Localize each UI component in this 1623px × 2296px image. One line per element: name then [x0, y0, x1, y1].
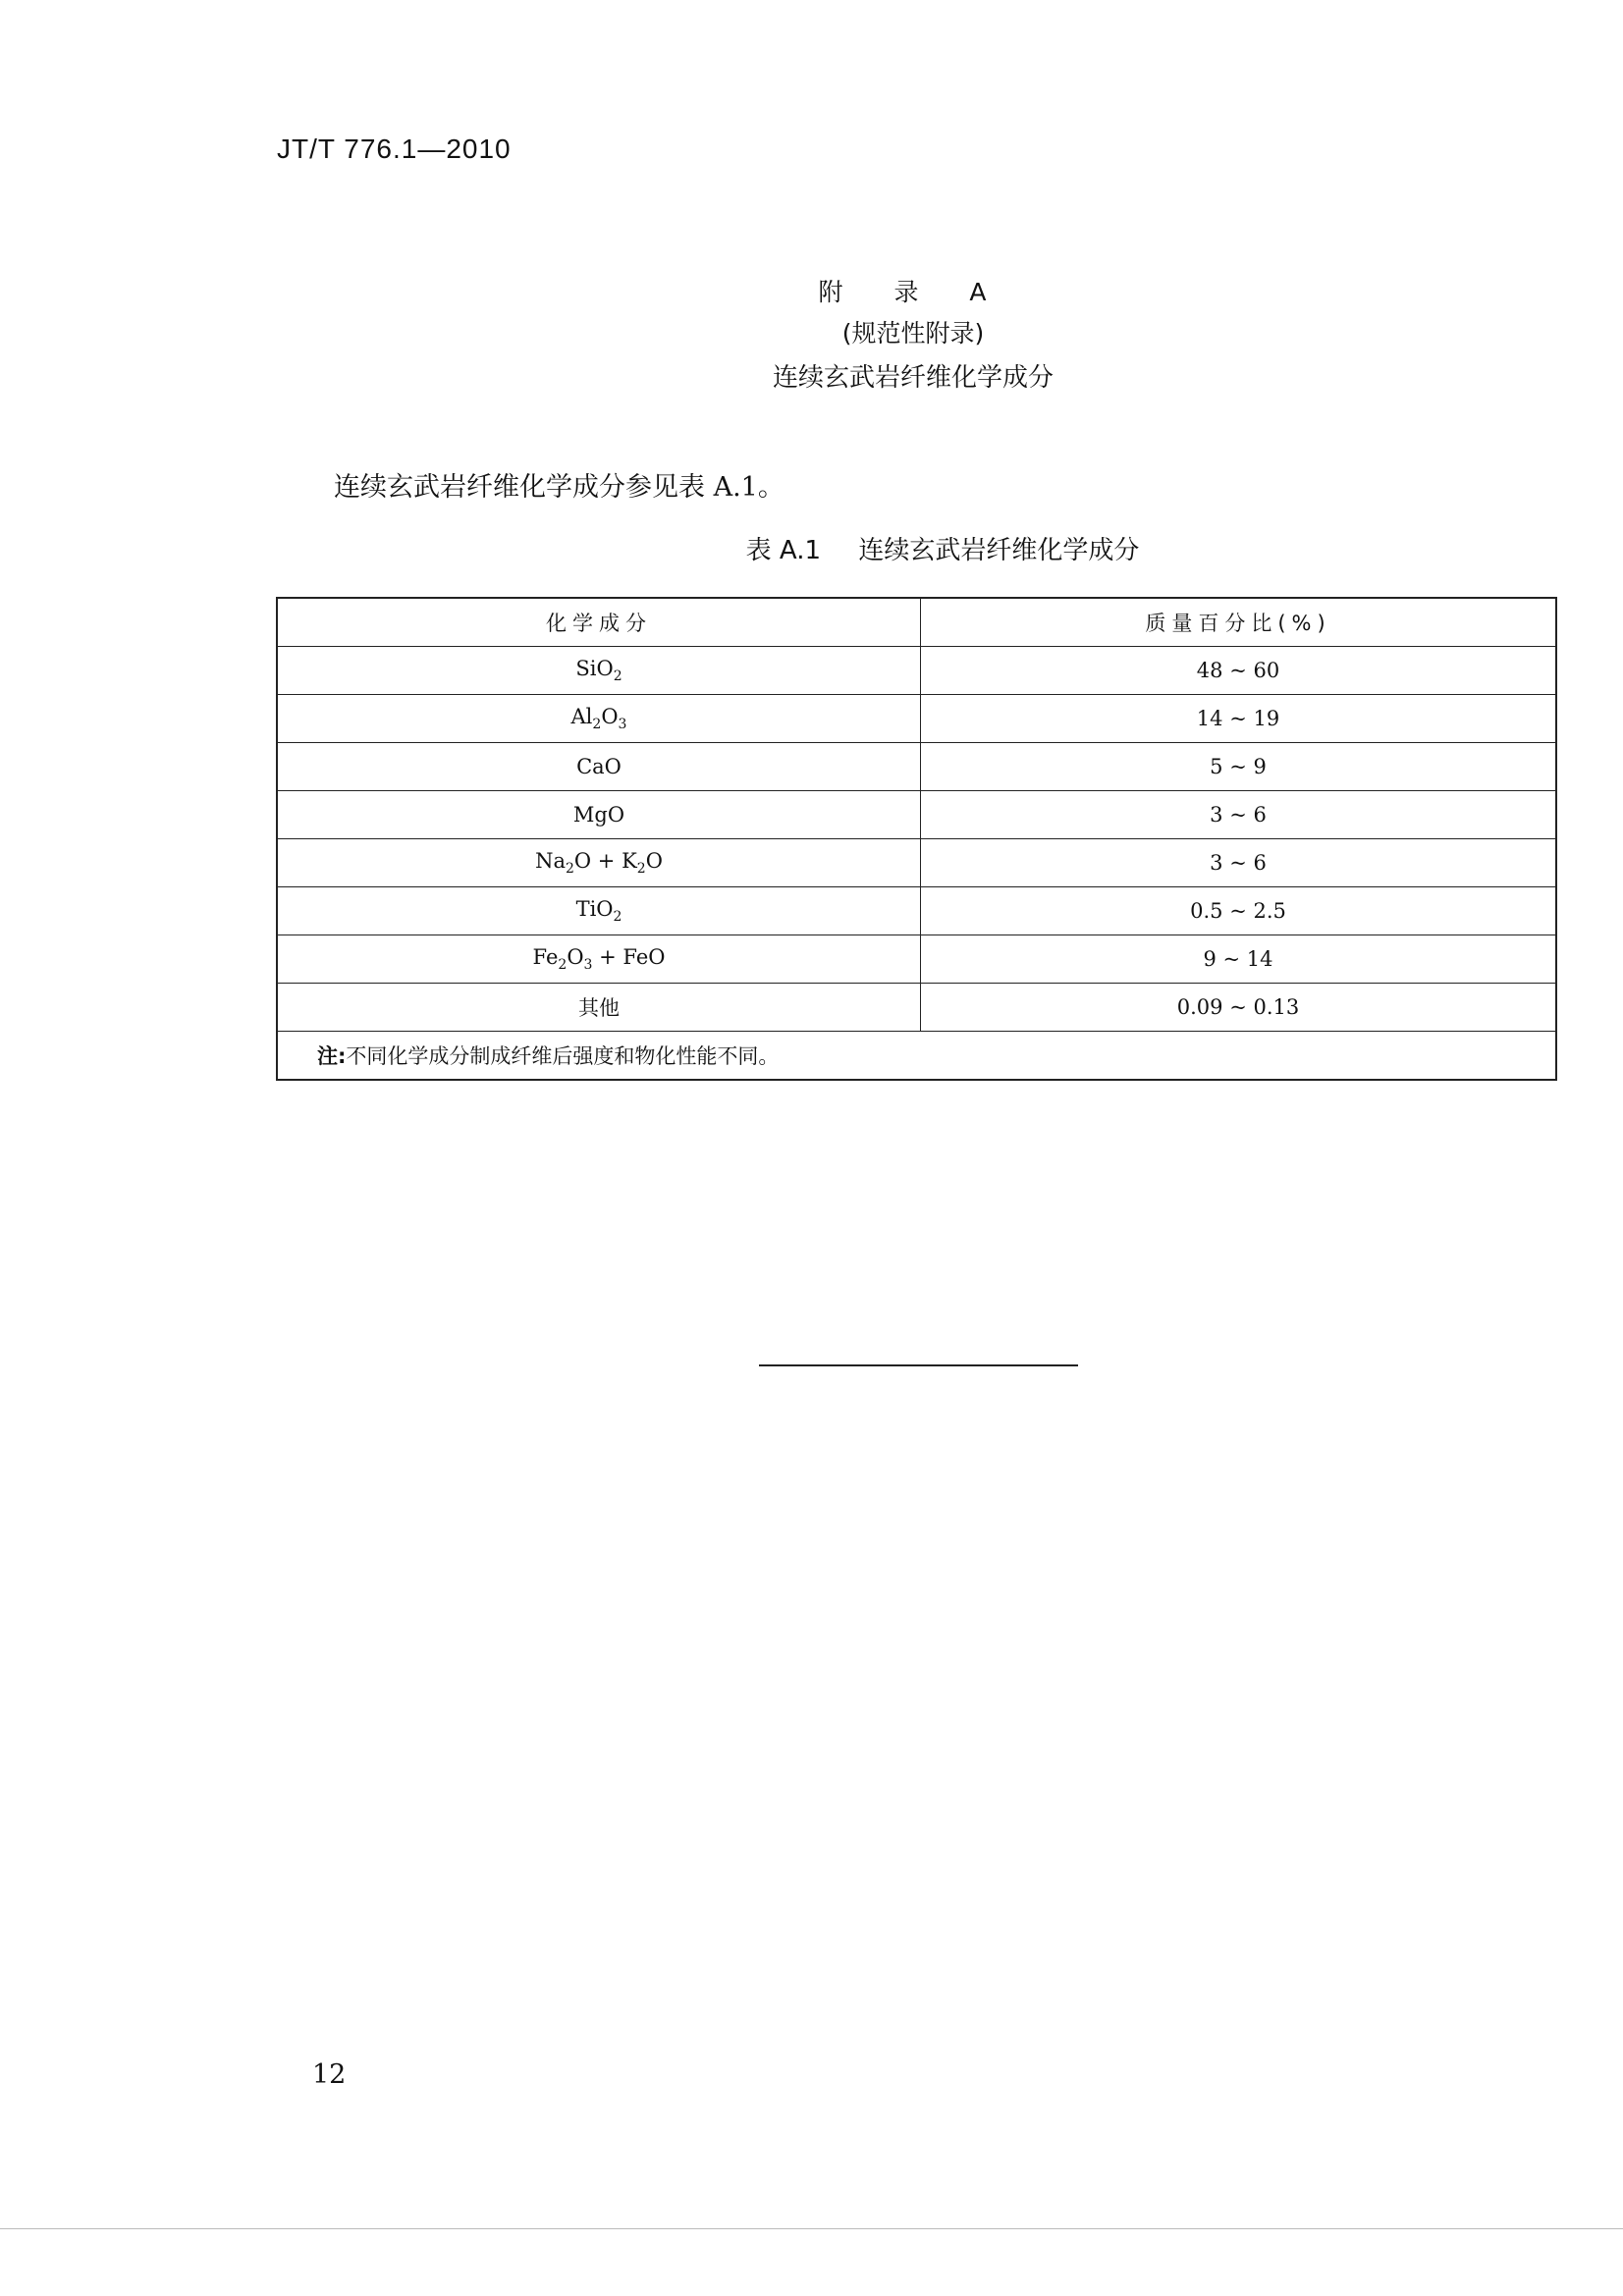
table-row [277, 935, 1556, 984]
formula-subscript: 2 [613, 909, 622, 926]
cell-component [277, 647, 921, 695]
cell-mass-percent: 0.09 ~ 0.13 [921, 984, 1557, 1032]
table-row [277, 984, 1556, 1032]
table-row [277, 887, 1556, 935]
page-number: 12 [312, 2059, 347, 2090]
table-row [277, 791, 1556, 839]
cell-component [277, 984, 921, 1032]
formula-text: O [601, 704, 619, 728]
standard-code: JT/T 776.1—2010 [277, 133, 512, 164]
note-text: 不同化学成分制成纤维后强度和物化性能不同。 [346, 1044, 780, 1068]
formula-text: SiO [575, 656, 614, 680]
formula-subscript: 2 [636, 861, 646, 878]
formula-text: MgO [572, 803, 625, 827]
formula-subscript: 2 [558, 957, 568, 974]
cell-component [277, 743, 921, 791]
intro-paragraph: 连续玄武岩纤维化学成分参见表 A.1。 [334, 472, 784, 503]
formula-subscript: 3 [618, 717, 627, 733]
formula-text: + FeO [592, 944, 666, 969]
cell-component [277, 791, 921, 839]
formula-text: TiO [575, 896, 614, 921]
table-caption-title: 连续玄武岩纤维化学成分 [858, 536, 1140, 565]
cell-mass-percent: 3 ~ 6 [921, 839, 1557, 887]
formula-text: Fe [532, 944, 559, 969]
table-header-row [277, 598, 1556, 647]
cell-mass-percent: 14 ~ 19 [921, 695, 1557, 743]
appendix-heading: 连续玄武岩纤维化学成分 [772, 363, 1054, 393]
cell-component [277, 695, 921, 743]
table-row [277, 743, 1556, 791]
cell-component [277, 839, 921, 887]
formula-text: O [567, 944, 584, 969]
formula-text: CaO [576, 755, 622, 778]
scan-edge-line [0, 2228, 1623, 2229]
table-note-row [277, 1032, 1556, 1081]
header-mass-percent: 质量百分比(%) [921, 598, 1557, 647]
cell-component [277, 935, 921, 984]
table-caption-number: 表 A.1 [745, 536, 822, 565]
table-body [277, 647, 1556, 1032]
header-component: 化学成分 [277, 598, 921, 647]
formula-subscript: 2 [613, 668, 622, 685]
table-row [277, 839, 1556, 887]
table-row [277, 647, 1556, 695]
cell-mass-percent: 48 ~ 60 [921, 647, 1557, 695]
appendix-type: (规范性附录) [841, 319, 985, 347]
cell-mass-percent: 3 ~ 6 [921, 791, 1557, 839]
cell-component [277, 887, 921, 935]
formula-text: 其他 [578, 996, 620, 1020]
formula-text: O [645, 848, 663, 873]
formula-subscript: 2 [592, 717, 602, 733]
table-caption [648, 530, 1237, 566]
formula-subscript: 2 [565, 861, 574, 878]
note-label: 注: [317, 1044, 347, 1068]
table-note [277, 1032, 1556, 1081]
formula-text: Na [535, 848, 566, 873]
table-row [277, 695, 1556, 743]
appendix-title: 附 录 A [818, 278, 1008, 306]
formula-text: Al [570, 704, 593, 728]
end-divider-line [759, 1364, 1078, 1366]
formula-text: O + K [573, 848, 637, 873]
cell-mass-percent: 0.5 ~ 2.5 [921, 887, 1557, 935]
formula-subscript: 3 [583, 957, 593, 974]
composition-table [276, 597, 1557, 1081]
cell-mass-percent: 9 ~ 14 [921, 935, 1557, 984]
cell-mass-percent: 5 ~ 9 [921, 743, 1557, 791]
